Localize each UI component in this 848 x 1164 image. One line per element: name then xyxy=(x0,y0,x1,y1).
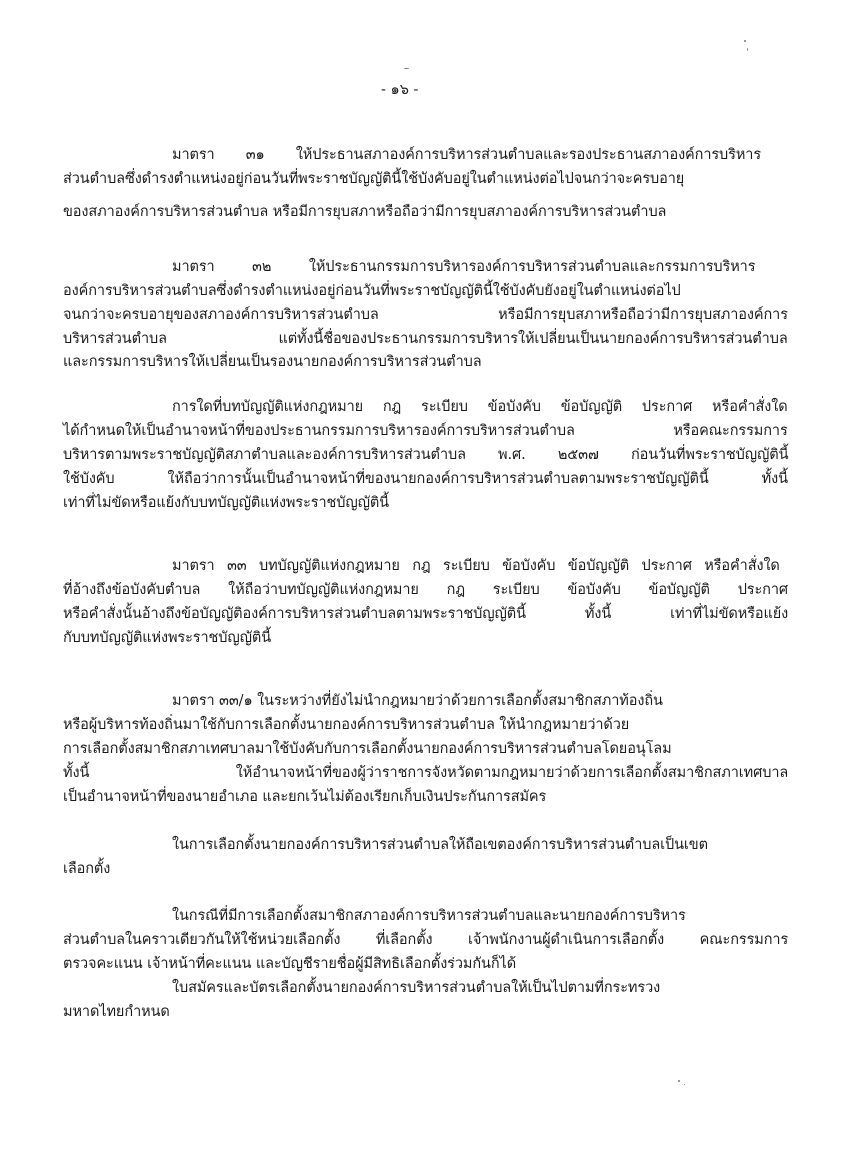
page-number: - ๑๖ - xyxy=(381,82,419,98)
paragraph-line: หรือคำสั่งนั้นอ้างถึงข้อบัญญัติองค์การบริหารส่วนตำบลตามพระราชบัญญัตินี้ ทั้งนี้ เท่าที่ไม่ขัดหรือแย้ง xyxy=(63,606,789,622)
paragraph-line: ทั้งนี้ ให้อำนาจหน้าที่ของผู้ว่าราชการจังหวัดตามกฎหมายว่าด้วยการเลือกตั้งสมาชิกสภาเทศบาล xyxy=(63,765,789,781)
paragraph-first-line: ในกรณีที่มีการเลือกตั้งสมาชิกสภาองค์การบริหารส่วนตำบลและนายกองค์การบริหาร xyxy=(172,908,686,924)
paragraph-first-line: มาตรา ๓๒ ให้ประธานกรรมการบริหารองค์การบริหารส่วนตำบลและกรรมการบริหาร xyxy=(172,259,756,275)
paragraph-line: ที่อ้างถึงข้อบังคับตำบล ให้ถือว่าบทบัญญัติแห่งกฎหมาย กฎ ระเบียบ ข้อบังคับ ข้อบัญญัติ ประกาศ xyxy=(63,582,789,598)
paragraph-line: หรือผู้บริหารท้องถิ่นมาใช้กับการเลือกตั้งนายกองค์การบริหารส่วนตำบล ให้นำกฎหมายว่าด้วย xyxy=(63,717,630,733)
paragraph-first-line: มาตรา ๓๓ บทบัญญัติแห่งกฎหมาย กฎ ระเบียบ ข้อบังคับ ข้อบัญญัติ ประกาศ หรือคำสั่งใด xyxy=(172,558,780,574)
paragraph-line: จนกว่าจะครบอายุของสภาองค์การบริหารส่วนตำบล หรือมีการยุบสภาหรือถือว่ามีการยุบสภาองค์การ xyxy=(63,307,788,323)
paragraph-line: เท่าที่ไม่ขัดหรือแย้งกับบทบัญญัติแห่งพระราชบัญญัตินี้ xyxy=(63,495,389,511)
paragraph-first-line: ในการเลือกตั้งนายกองค์การบริหารส่วนตำบลให้ถือเขตองค์การบริหารส่วนตำบลเป็นเขต xyxy=(172,837,708,853)
paragraph-first-line: มาตรา ๓๓/๑ ในระหว่างที่ยังไม่นำกฎหมายว่าด้วยการเลือกตั้งสมาชิกสภาท้องถิ่น xyxy=(172,693,663,709)
paragraph-line: เป็นอำนาจหน้าที่ของนายอำเภอ และยกเว้นไม่ต้องเรียกเก็บเงินประกันการสมัคร xyxy=(63,789,547,805)
paragraph-line: องค์การบริหารส่วนตำบลซึ่งดำรงตำแหน่งอยู่ก่อนวันที่พระราชบัญญัตินี้ใช้บังคับยังอยู่ในตำแหน่งต่อไป xyxy=(63,283,681,299)
paragraph-line: บริหารส่วนตำบล แต่ทั้งนี้ชื่อของประธานกรรมการบริหารให้เปลี่ยนเป็นนายกองค์การบริหารส่วนตำบล xyxy=(63,331,788,347)
paragraph-line: ใช้บังคับ ให้ถือว่าการนั้นเป็นอำนาจหน้าที่ของนายกองค์การบริหารส่วนตำบลตามพระราชบัญญัตินี้ ทั้งนี้ xyxy=(63,471,788,487)
paragraph-line: เลือกตั้ง xyxy=(63,861,111,877)
paragraph-first-line: ใบสมัครและบัตรเลือกตั้งนายกองค์การบริหารส่วนตำบลให้เป็นไปตามที่กระทรวง xyxy=(172,980,661,996)
paragraph-line: มหาดไทยกำหนด xyxy=(63,1004,170,1020)
scan-speck xyxy=(678,1080,680,1082)
scan-speck xyxy=(744,40,746,42)
paragraph-line: ตรวจคะแนน เจ้าหน้าที่คะแนน และบัญชีรายชื่อผู้มีสิทธิเลือกตั้งร่วมกันก็ได้ xyxy=(63,956,517,972)
paragraph-line: ส่วนตำบลซึ่งดำรงตำแหน่งอยู่ก่อนวันที่พระราชบัญญัตินี้ใช้บังคับอยู่ในตำแหน่งต่อไปจนกว่าจะครบอายุ xyxy=(63,171,685,187)
scan-speck xyxy=(747,48,748,51)
paragraph-line: บริหารตามพระราชบัญญัติสภาตำบลและองค์การบริหารส่วนตำบล พ.ศ. ๒๕๓๗ ก่อนวันที่พระราชบัญญัตินี้ xyxy=(63,447,789,463)
scan-speck xyxy=(404,68,409,69)
paragraph-line: ส่วนตำบลในคราวเดียวกันให้ใช้หน่วยเลือกตั้ง ที่เลือกตั้ง เจ้าพนักงานผู้ดำเนินการเลือกตั้ง คณะกรรมการ xyxy=(63,932,789,948)
paragraph-line: ได้กำหนดให้เป็นอำนาจหน้าที่ของประธานกรรมการบริหารองค์การบริหารส่วนตำบล หรือคณะกรรมการ xyxy=(63,423,788,439)
paragraph-line: การเลือกตั้งสมาชิกสภาเทศบาลมาใช้บังคับกับการเลือกตั้งนายกองค์การบริหารส่วนตำบลโดยอนุโลม xyxy=(63,741,672,757)
paragraph-line: กับบทบัญญัติแห่งพระราชบัญญัตินี้ xyxy=(63,630,272,646)
scan-speck xyxy=(684,1084,685,1085)
paragraph-line: และกรรมการบริหารให้เปลี่ยนเป็นรองนายกองค์การบริหารส่วนตำบล xyxy=(63,354,482,370)
paragraph-first-line: มาตรา ๓๑ ให้ประธานสภาองค์การบริหารส่วนตำบลและรองประธานสภาองค์การบริหาร xyxy=(172,147,762,163)
paragraph-first-line: การใดที่บทบัญญัติแห่งกฎหมาย กฎ ระเบียบ ข้อบังคับ ข้อบัญญัติ ประกาศ หรือคำสั่งใด xyxy=(172,399,788,415)
paragraph-line: ของสภาองค์การบริหารส่วนตำบล หรือมีการยุบสภาหรือถือว่ามีการยุบสภาองค์การบริหารส่วนตำบล xyxy=(63,204,667,220)
